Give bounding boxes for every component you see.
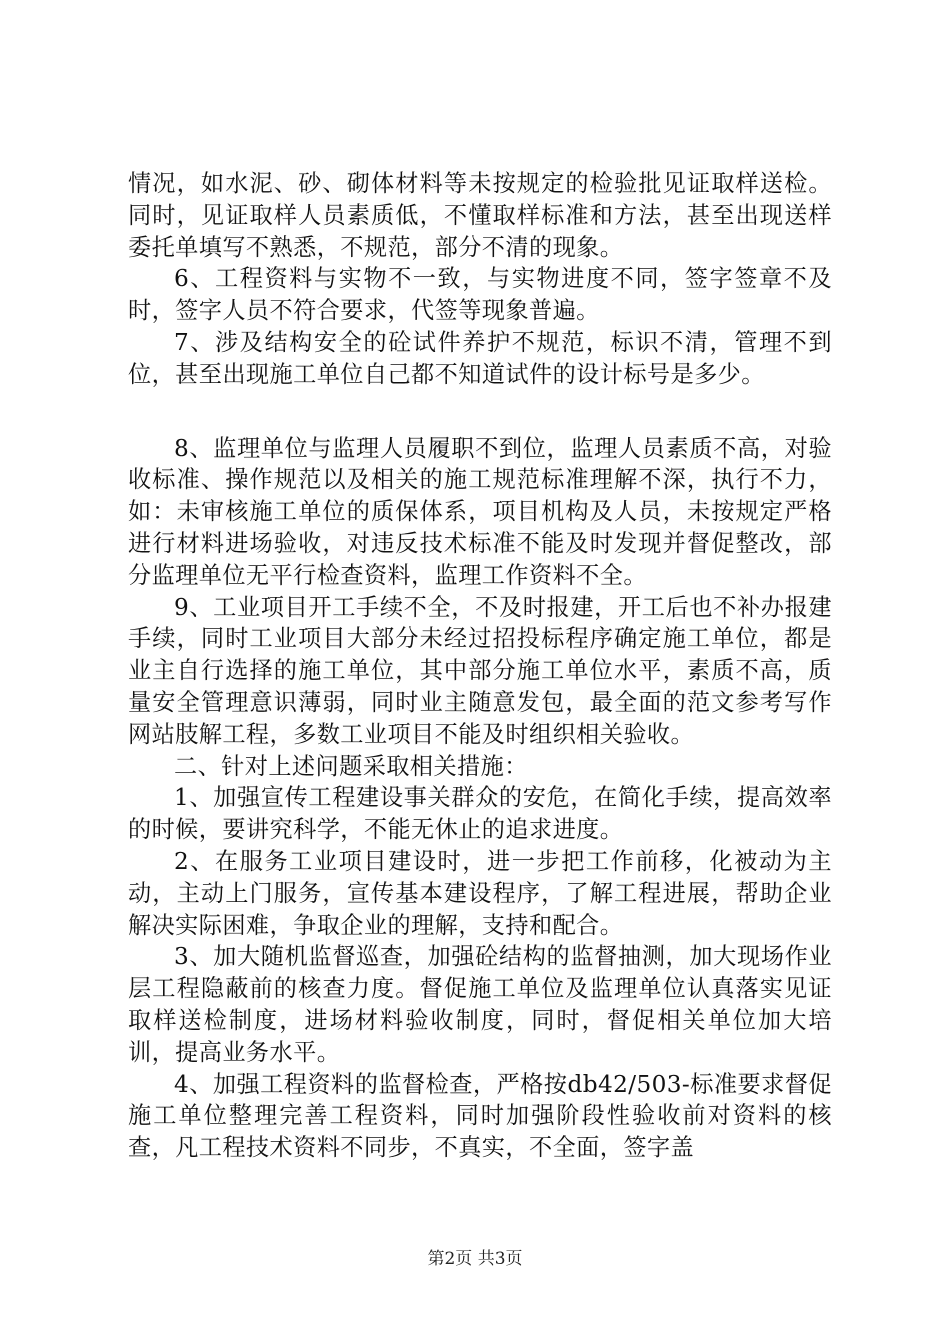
paragraph-item-8: 8、监理单位与监理人员履职不到位，监理人员素质不高，对验收标准、操作规范以及相关的施工规范标准理解不深，执行不力，如：未审核施工单位的质保体系，项目机构及人员，未按规定严格进行材料进场验收，对违反技术标准不能及时发现并督促整改，部分监理单位无平行检查资料，监理工作资料不全。 xyxy=(128,434,832,589)
page-footer xyxy=(0,1244,950,1269)
paragraph-item-6: 6、工程资料与实物不一致，与实物进度不同，签字签章不及时，签字人员不符合要求，代签等现象普遍。 xyxy=(128,265,832,325)
paragraph-measure-2: 2、在服务工业项目建设时，进一步把工作前移，化被动为主动，主动上门服务，宣传基本建设程序，了解工程进展，帮助企业解决实际困难，争取企业的理解，支持和配合。 xyxy=(128,847,832,939)
paragraph-measure-3: 3、加大随机监督巡查，加强砼结构的监督抽测，加大现场作业层工程隐蔽前的核查力度。督促施工单位及监理单位认真落实见证取样送检制度，进场材料验收制度，同时，督促相关单位加大培训，提高业务水平。 xyxy=(128,943,832,1066)
document-body xyxy=(128,168,832,1164)
paragraph-item-9: 9、工业项目开工手续不全，不及时报建，开工后也不补办报建手续，同时工业项目大部分未经过招投标程序确定施工单位，都是业主自行选择的施工单位，其中部分施工单位水平，素质不高，质量安全管理意识薄弱，同时业主随意发包，最全面的范文参考写作网站肢解工程，多数工业项目不能及时组织相关验收。 xyxy=(128,593,832,748)
paragraph-continuation: 情况，如水泥、砂、砌体材料等未按规定的检验批见证取样送检。同时，见证取样人员素质低，不懂取样标准和方法，甚至出现送样委托单填写不熟悉，不规范，部分不清的现象。 xyxy=(128,170,832,261)
paragraph-measure-1: 1、加强宣传工程建设事关群众的安危，在简化手续，提高效率的时候，要讲究科学，不能无休止的追求进度。 xyxy=(128,784,832,844)
page-number-label: 第2页 共3页 xyxy=(427,1249,523,1269)
section-heading-measures: 二、针对上述问题采取相关措施： xyxy=(174,752,528,780)
paragraph-item-7: 7、涉及结构安全的砼试件养护不规范，标识不清，管理不到位，甚至出现施工单位自己都不知道试件的设计标号是多少。 xyxy=(128,328,832,388)
paragraph-measure-4: 4、加强工程资料的监督检查，严格按db42/503-标准要求督促施工单位整理完善工程资料，同时加强阶段性验收前对资料的核查，凡工程技术资料不同步，不真实，不全面，签字盖 xyxy=(128,1070,832,1162)
